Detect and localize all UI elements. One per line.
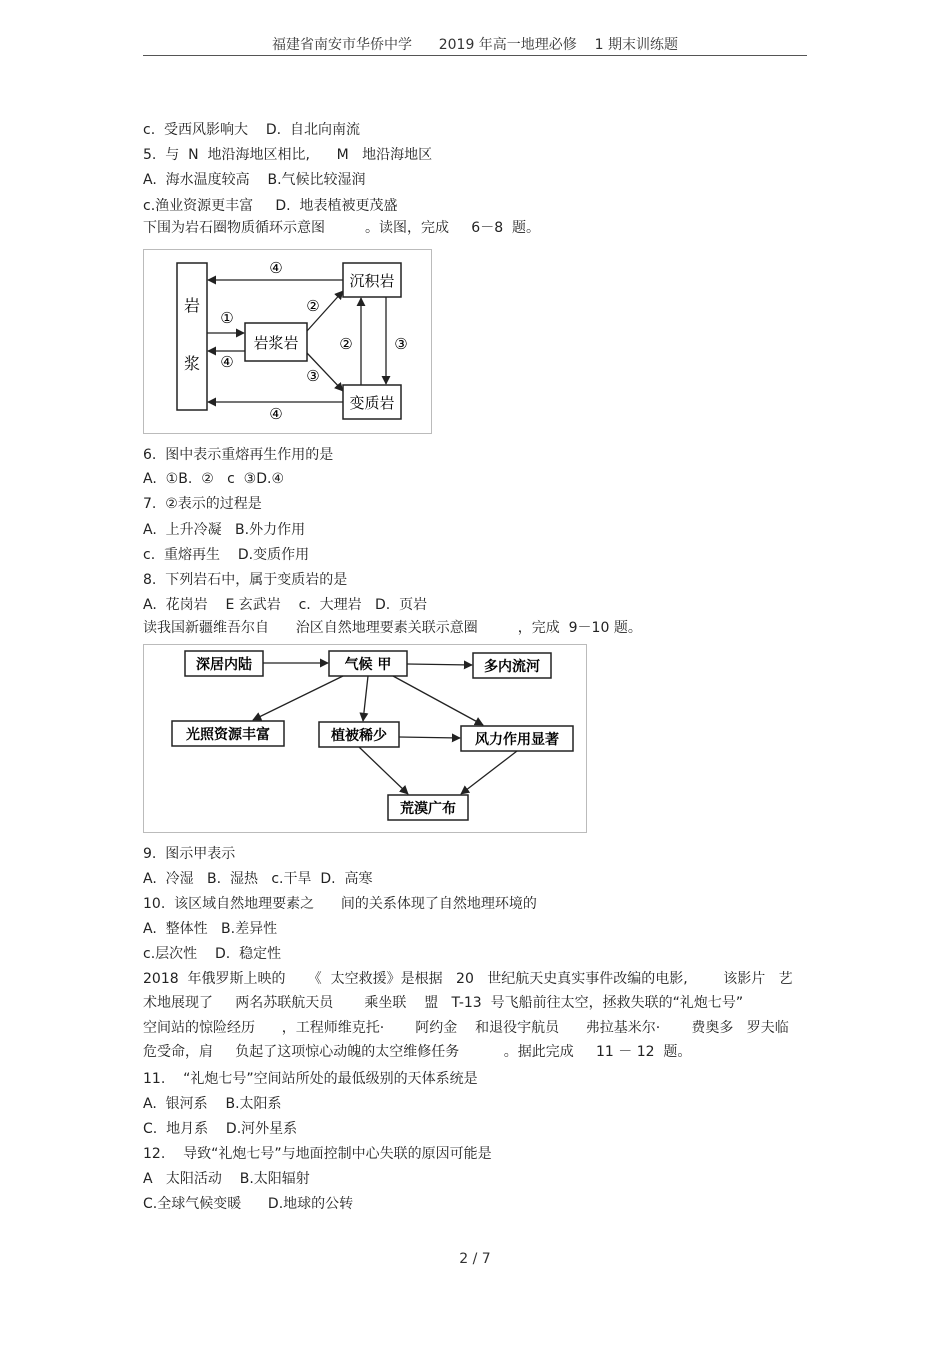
text-line: A. ①B. ② c ③D.④ [143,471,285,487]
question-7: 7. ②表示的过程是 [143,496,262,512]
paragraph-line: 术地展现了 两名苏联航天员 乘坐联 盟 T-13 号飞船前往太空，拯救失联的“礼炮七号” [143,995,744,1011]
question-9: 9. 图示甲表示 [143,846,236,862]
vegetation-label: 植被稀少 [331,728,387,744]
label-1: ① [220,309,234,327]
label-4: ④ [269,259,283,277]
page-header: 福建省南安市华侨中学 2019 年高一地理必修 1 期末训练题 [272,37,678,53]
label-3: ③ [394,335,408,353]
paragraph-line: 2018 年俄罗斯上映的 《 太空救援》是根据 20 世纪航天史真实事件改编的电影, 该影片 艺 [143,971,793,987]
page-number: 2 / 7 [459,1251,491,1267]
label-2: ② [306,297,320,315]
sunlight-label: 光照资源丰富 [186,727,270,743]
magma-rock-label: 岩浆岩 [253,334,299,352]
paragraph-line: 危受命，肩 负起了这项惊心动魄的太空维修任务 。据此完成 11 － 12 题。 [143,1044,692,1060]
magma-char: 岩 [183,296,201,315]
label-4: ④ [269,405,283,423]
text-line: A. 海水温度较高 B.气候比较湿润 [143,172,366,188]
header-rule [143,55,807,56]
climate-label: 气候 甲 [344,657,392,673]
question-8: 8. 下列岩石中，属于变质岩的是 [143,572,348,588]
diagram-intro: 读我国新疆维吾尔自 治区自然地理要素关联示意圈 ，完成 9－10 题。 [143,620,642,636]
text-line: C.全球气候变暖 D.地球的公转 [143,1196,354,1212]
text-line: A 太阳活动 B.太阳辐射 [143,1171,310,1187]
text-line: A. 冷湿 B. 湿热 c.干旱 D. 高寒 [143,871,373,887]
wind-label: 风力作用显著 [475,732,559,748]
rivers-label: 多内流河 [484,659,540,675]
xinjiang-diagram [143,644,588,834]
label-4: ④ [220,353,234,371]
text-line: c.层次性 D. 稳定性 [143,946,282,962]
text-line: c.渔业资源更丰富 D. 地表植被更茂盛 [143,198,398,214]
magma-char: 浆 [183,354,201,373]
question-12: 12. 导致“礼炮七号”与地面控制中心失联的原因可能是 [143,1146,492,1162]
question-6: 6. 图中表示重熔再生作用的是 [143,447,334,463]
question-5: 5. 与 N 地沿海地区相比, M 地沿海地区 [143,147,433,163]
metamorphic-label: 变质岩 [349,394,395,412]
text-line: A. 上升冷凝 B.外力作用 [143,522,306,538]
desert-label: 荒漠广布 [400,801,456,817]
text-line: A. 整体性 B.差异性 [143,921,278,937]
question-11: 11. “礼炮七号”空间站所处的最低级别的天体系统是 [143,1071,478,1087]
text-line: A. 银河系 B.太阳系 [143,1096,282,1112]
label-3: ③ [306,367,320,385]
rock-cycle-diagram [143,249,433,434]
paragraph-line: 空间站的惊险经历 ，工程师维克托· 阿约金 和退役宇航员 弗拉基米尔· 费奥多 罗夫临 [143,1020,789,1036]
sedimentary-label: 沉积岩 [349,272,395,290]
label-2: ② [339,335,353,353]
question-10: 10. 该区域自然地理要素之 间的关系体现了自然地理环境的 [143,896,537,912]
inland-label: 深居内陆 [196,657,252,673]
text-line: c. 重熔再生 D.变质作用 [143,547,310,563]
text-line: A. 花岗岩 E 玄武岩 c. 大理岩 D. 页岩 [143,597,428,613]
magma-box [177,263,207,410]
text-line: c. 受西风影响大 D. 自北向南流 [143,122,360,138]
text-line: C. 地月系 D.河外星系 [143,1121,298,1137]
diagram-intro: 下围为岩石圈物质循环示意图 。读图，完成 6－8 题。 [143,220,541,236]
